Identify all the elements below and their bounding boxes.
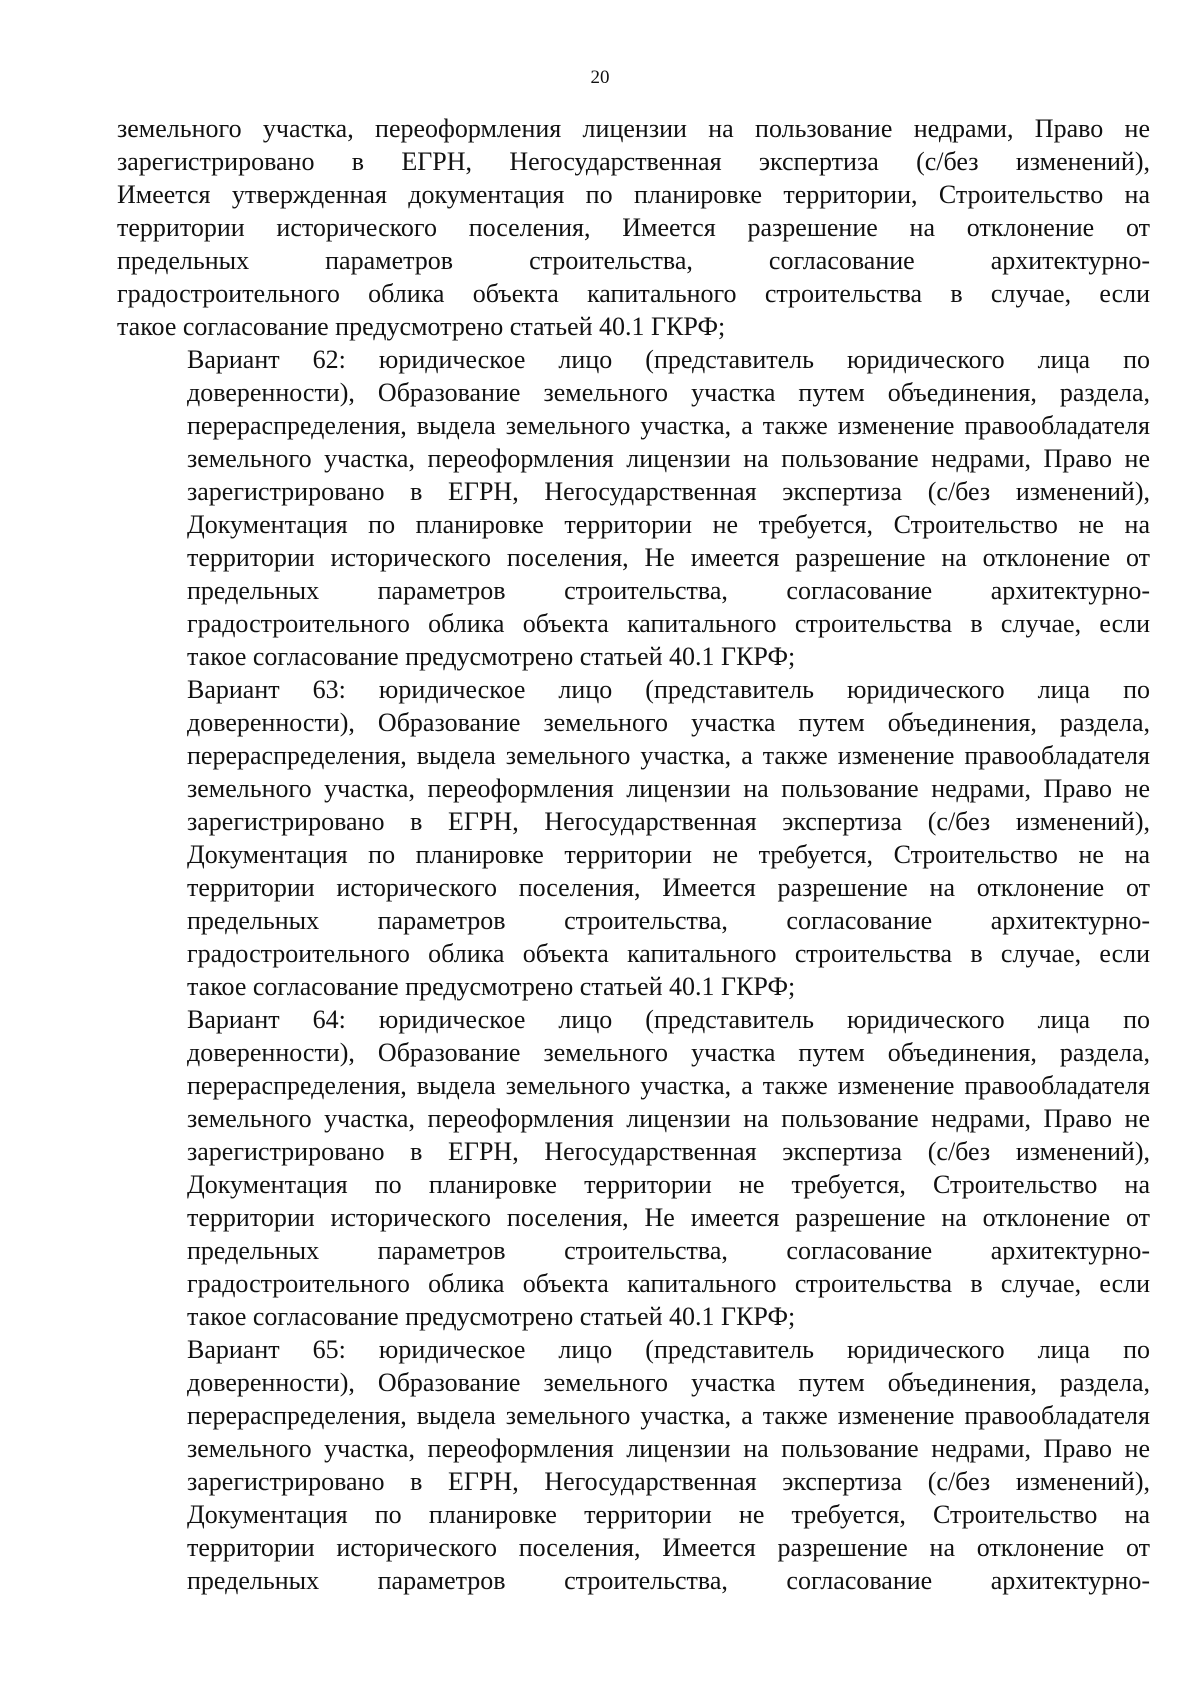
- text-line: территории исторического поселения, Не имеется разрешение на отклонение от: [187, 1203, 1150, 1232]
- text-line: земельного участка, переоформления лицензии на пользование недрами, Право не: [187, 774, 1150, 803]
- text-line: зарегистрировано в ЕГРН, Негосударственная экспертиза (с/без изменений),: [187, 1137, 1150, 1166]
- text-line: территории исторического поселения, Имеется разрешение на отклонение от: [187, 873, 1150, 902]
- text-line: зарегистрировано в ЕГРН, Негосударственная экспертиза (с/без изменений),: [187, 1467, 1150, 1496]
- text-line: градостроительного облика объекта капитального строительства в случае, если: [187, 939, 1150, 968]
- text-line: Документация по планировке территории не требуется, Строительство на: [187, 1500, 1150, 1529]
- text-line: зарегистрировано в ЕГРН, Негосударственная экспертиза (с/без изменений),: [187, 807, 1150, 836]
- text-line: градостроительного облика объекта капитального строительства в случае, если: [187, 609, 1150, 638]
- text-line: предельных параметров строительства, согласование архитектурно-: [187, 1236, 1150, 1265]
- text-line: Вариант 62: юридическое лицо (представитель юридического лица по: [187, 345, 1150, 374]
- text-line: Вариант 65: юридическое лицо (представитель юридического лица по: [187, 1335, 1150, 1364]
- text-line: земельного участка, переоформления лицензии на пользование недрами, Право не: [187, 1104, 1150, 1133]
- text-line: доверенности), Образование земельного участка путем объединения, раздела,: [187, 1038, 1150, 1067]
- text-line: Вариант 64: юридическое лицо (представитель юридического лица по: [187, 1005, 1150, 1034]
- text-line: перераспределения, выдела земельного участка, а также изменение правообладателя: [187, 741, 1150, 770]
- paragraph: [117, 112, 1150, 343]
- text-line: доверенности), Образование земельного участка путем объединения, раздела,: [187, 1368, 1150, 1397]
- text-line: доверенности), Образование земельного участка путем объединения, раздела,: [187, 378, 1150, 407]
- text-line: предельных параметров строительства, согласование архитектурно-: [187, 1566, 1150, 1595]
- text-line: территории исторического поселения, Имеется разрешение на отклонение от: [117, 213, 1150, 242]
- paragraph: [117, 1003, 1150, 1333]
- text-line: перераспределения, выдела земельного участка, а также изменение правообладателя: [187, 1071, 1150, 1100]
- text-line: доверенности), Образование земельного участка путем объединения, раздела,: [187, 708, 1150, 737]
- text-line: зарегистрировано в ЕГРН, Негосударственная экспертиза (с/без изменений),: [117, 147, 1150, 176]
- text-line: Документация по планировке территории не требуется, Строительство не на: [187, 840, 1150, 869]
- text-line: земельного участка, переоформления лицензии на пользование недрами, Право не: [187, 1434, 1150, 1463]
- text-line: градостроительного облика объекта капитального строительства в случае, если: [117, 279, 1150, 308]
- text-line: градостроительного облика объекта капитального строительства в случае, если: [187, 1269, 1150, 1298]
- page-number: 20: [590, 67, 610, 88]
- text-line: такое согласование предусмотрено статьей 40.1 ГКРФ;: [187, 642, 796, 671]
- text-line: Документация по планировке территории не требуется, Строительство не на: [187, 510, 1150, 539]
- text-line: перераспределения, выдела земельного участка, а также изменение правообладателя: [187, 1401, 1150, 1430]
- text-line: предельных параметров строительства, согласование архитектурно-: [117, 246, 1150, 275]
- document-body: [117, 112, 1150, 1597]
- text-line: предельных параметров строительства, согласование архитектурно-: [187, 906, 1150, 935]
- paragraph: [117, 343, 1150, 673]
- text-line: перераспределения, выдела земельного участка, а также изменение правообладателя: [187, 411, 1150, 440]
- text-line: Вариант 63: юридическое лицо (представитель юридического лица по: [187, 675, 1150, 704]
- text-line: Документация по планировке территории не требуется, Строительство на: [187, 1170, 1150, 1199]
- text-line: такое согласование предусмотрено статьей 40.1 ГКРФ;: [117, 312, 726, 341]
- text-line: территории исторического поселения, Имеется разрешение на отклонение от: [187, 1533, 1150, 1562]
- text-line: Имеется утвержденная документация по планировке территории, Строительство на: [117, 180, 1150, 209]
- text-line: такое согласование предусмотрено статьей 40.1 ГКРФ;: [187, 1302, 796, 1331]
- text-line: предельных параметров строительства, согласование архитектурно-: [187, 576, 1150, 605]
- paragraph: [117, 673, 1150, 1003]
- text-line: земельного участка, переоформления лицензии на пользование недрами, Право не: [117, 114, 1150, 143]
- text-line: зарегистрировано в ЕГРН, Негосударственная экспертиза (с/без изменений),: [187, 477, 1150, 506]
- text-line: такое согласование предусмотрено статьей 40.1 ГКРФ;: [187, 972, 796, 1001]
- text-line: земельного участка, переоформления лицензии на пользование недрами, Право не: [187, 444, 1150, 473]
- text-line: территории исторического поселения, Не имеется разрешение на отклонение от: [187, 543, 1150, 572]
- paragraph: [117, 1333, 1150, 1597]
